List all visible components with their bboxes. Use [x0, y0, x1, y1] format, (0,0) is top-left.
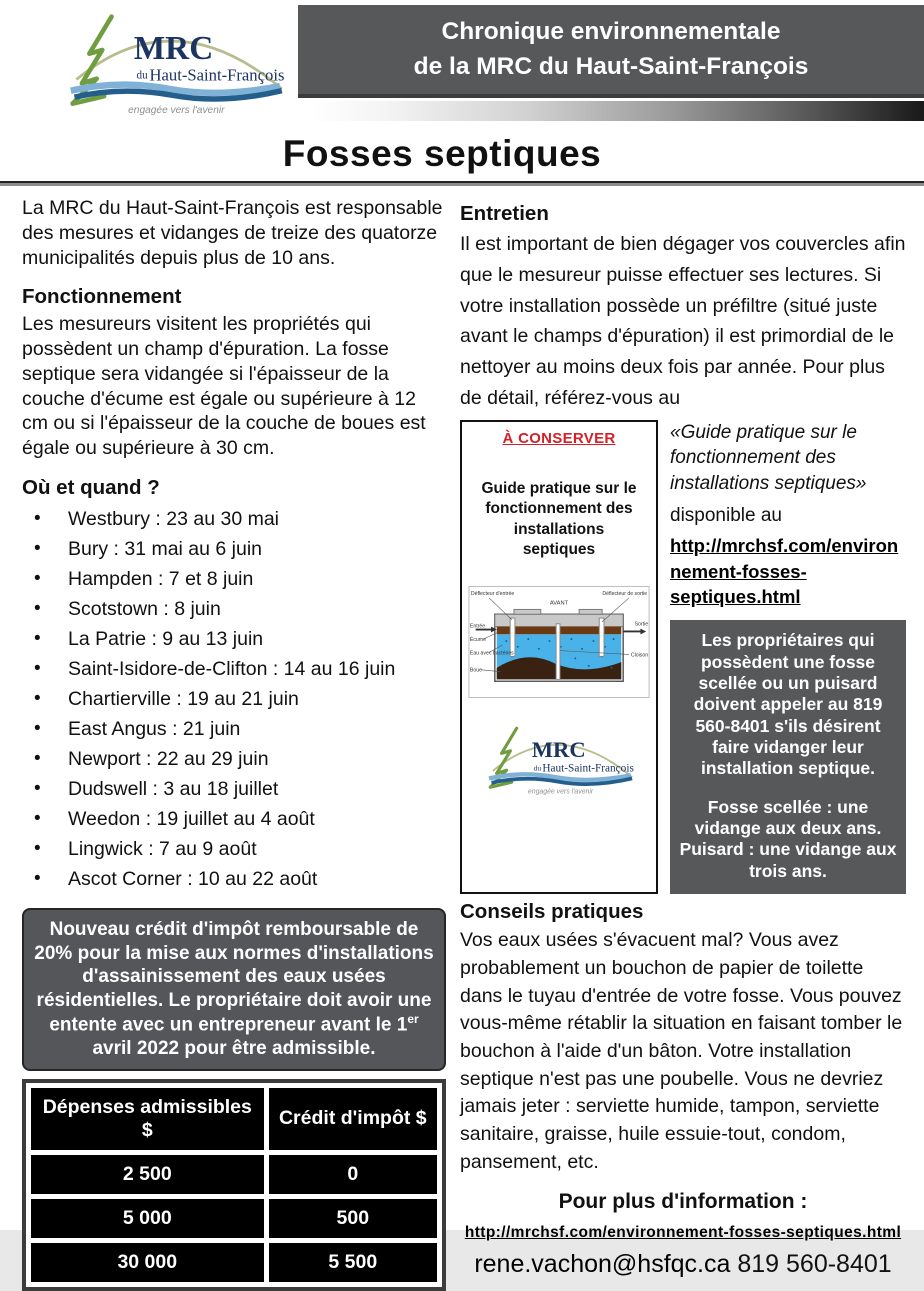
table-row — [31, 1199, 437, 1238]
table-cell: 30 000 — [31, 1243, 264, 1282]
list-item — [22, 684, 446, 714]
schedule-entry: Saint-Isidore-de-Clifton : 14 au 16 juin — [68, 657, 396, 680]
bullet-icon: • — [34, 657, 41, 679]
label-ecume: Écume — [469, 636, 486, 643]
intro-paragraph: La MRC du Haut-Saint-François est responsable des mesures et vidanges de treize des quatorze municipalités depuis plus de 10 ans. — [22, 197, 443, 269]
schedule-entry: Ascot Corner : 10 au 22 août — [68, 867, 318, 890]
credit-text-end: avril 2022 pour être admissible. — [92, 1038, 376, 1060]
schedule-entry: La Patrie : 9 au 13 juin — [68, 627, 264, 650]
mrc-logo-small-icon — [479, 721, 639, 797]
info-footer — [460, 1190, 906, 1279]
email-link[interactable]: rene.vachon@hsfqc.ca — [474, 1250, 731, 1279]
list-item — [22, 504, 446, 534]
credit-text: Nouveau crédit d'impôt remboursable de 20% pour la mise aux normes d'installations d'assainissement des eaux usées résidentielles. Le propriétaire doit avoir une entente avec un entrepreneur avant le 1 — [34, 918, 434, 1036]
gray-box-paragraph: Fosse scellée : une vidange aux deux ans. Puisard : une vidange aux trois ans. — [679, 796, 897, 881]
guide-row — [460, 420, 906, 894]
header — [0, 4, 924, 121]
list-item — [22, 774, 446, 804]
logo-du: du — [136, 69, 148, 82]
schedule-entry: Hampden : 7 et 8 juin — [68, 567, 254, 590]
list-item — [22, 714, 446, 744]
schedule-entry: Chartierville : 19 au 21 juin — [68, 687, 299, 710]
table-header-depenses: Dépenses admissibles $ — [31, 1088, 264, 1150]
schedule-entry: Scotstown : 8 juin — [68, 597, 221, 620]
schedule-entry: Westbury : 23 au 30 mai — [68, 507, 279, 530]
conseils-paragraph: Vos eaux usées s'évacuent mal? Vous avez probablement un bouchon de papier de toilette dans le tuyau d'entrée de votre fosse. Vous pouvez vous-même rétablir la situation en faisant tomber le bouchon à l'aide d'un bâton. Votre installation septique n'est pas une poubelle. Vous ne devriez jamais jeter : serviette humide, tampon, serviette sanitaire, graisse, huile essuie-tout, condom, pansement, etc. — [460, 929, 903, 1173]
list-item — [22, 564, 446, 594]
bullet-icon: • — [34, 717, 41, 739]
banner-line1: Chronique environnementale — [441, 17, 781, 45]
logo-du: du — [533, 762, 542, 772]
banner-column — [298, 4, 924, 121]
heading-conseils: Conseils pratiques — [460, 900, 644, 924]
label-boue: Boue — [469, 667, 482, 674]
table-cell: 500 — [269, 1199, 437, 1238]
access-port-left — [514, 609, 541, 614]
list-item — [22, 534, 446, 564]
right-column — [460, 196, 906, 1291]
table-header-credit: Crédit d'impôt $ — [269, 1088, 437, 1150]
heading-ou-et-quand: Où et quand ? — [22, 475, 160, 499]
mrc-logo-icon — [56, 6, 292, 118]
entretien-paragraph: Il est important de bien dégager vos couvercles afin que le mesureur puisse effectuer ses lectures. Si votre installation possède un préfiltre (situé juste avant le champs d'épuration) il est primordial de le nettoyer au moins deux fois par année. Pour plus de détail, référez-vous au — [460, 233, 906, 409]
info-contact — [460, 1250, 906, 1279]
table-row — [31, 1155, 437, 1194]
phone-number: 819 560-8401 — [737, 1250, 892, 1279]
schedule-entry: Newport : 22 au 29 juin — [68, 747, 269, 770]
table-cell: 0 — [269, 1155, 437, 1194]
bullet-icon: • — [34, 837, 41, 859]
schedule-entry: Lingwick : 7 au 9 août — [68, 837, 257, 860]
bullet-icon: • — [34, 867, 41, 889]
schedule-entry: Dudswell : 3 au 18 juillet — [68, 777, 279, 800]
partition — [556, 623, 560, 679]
fosse-scellee-box — [670, 620, 906, 894]
schedule-entry: East Angus : 21 juin — [68, 717, 241, 740]
guide-quote: «Guide pratique sur le fonctionnement des installations septiques» — [670, 421, 867, 495]
septic-tank-diagram — [468, 585, 650, 699]
list-item — [22, 744, 446, 774]
list-item — [22, 654, 446, 684]
info-title: Pour plus d'information : — [558, 1190, 808, 1214]
info-url-link[interactable]: http://mrchsf.com/environnement-fosses-septiques.html — [464, 1224, 902, 1242]
bullet-icon: • — [34, 567, 41, 589]
credit-sup: er — [407, 1012, 419, 1027]
list-item — [22, 594, 446, 624]
logo-name: Haut-Saint-François — [149, 65, 285, 85]
bullet-icon: • — [34, 687, 41, 709]
left-column — [22, 196, 446, 1291]
logo-tagline: engagée vers l'avenir — [128, 104, 225, 116]
label-cloison: Cloison — [630, 651, 649, 658]
guide-title: Guide pratique sur le fonctionnement des installations septiques — [481, 479, 637, 559]
logo-acronym: MRC — [531, 736, 586, 762]
table-cell: 5 500 — [269, 1243, 437, 1282]
gray-box-paragraph: Les propriétaires qui possèdent une fosse scellée ou un puisard doivent appeler au 819 560-8401 s'ils désirent faire vidanger leur installation septique. — [693, 630, 883, 779]
schedule-entry: Bury : 31 mai au 6 juin — [68, 537, 263, 560]
label-eau-bacteries: Eau avec bactéries — [469, 650, 514, 657]
outlet-baffle — [599, 618, 604, 656]
logo-acronym: MRC — [133, 30, 214, 68]
schedule-entry: Weedon : 19 juillet au 4 août — [68, 807, 315, 830]
conserver-box — [460, 420, 658, 894]
table-header-row — [31, 1088, 437, 1150]
disponible-text: disponible au — [670, 504, 782, 526]
heading-fonctionnement: Fonctionnement — [22, 285, 182, 309]
content-columns — [0, 186, 924, 1291]
list-item — [22, 834, 446, 864]
fonctionnement-paragraph: Les mesureurs visitent les propriétés qui possèdent un champ d'épuration. La fosse septique sera vidangée si l'épaisseur de la couche d'écume est égale ou supérieure à 12 cm ou si l'épaisseur de la couche de boues est égale ou supérieure à 30 cm. — [22, 313, 426, 459]
bullet-icon: • — [34, 627, 41, 649]
list-item — [22, 804, 446, 834]
table-cell: 5 000 — [31, 1199, 264, 1238]
logo-tagline: engagée vers l'avenir — [527, 788, 594, 796]
bullet-icon: • — [34, 747, 41, 769]
page-title: Fosses septiques — [282, 133, 602, 174]
access-port-right — [579, 609, 602, 614]
banner-line2: de la MRC du Haut-Saint-François — [413, 52, 809, 80]
list-item — [22, 864, 446, 894]
table-row — [31, 1243, 437, 1282]
guide-link[interactable]: http://mrchsf.com/environnement-fosses-septiques.html — [670, 534, 899, 608]
label-deflecteur-entree: Déflecteur d'entrée — [470, 590, 515, 597]
guide-side-stack — [670, 420, 906, 894]
label-deflecteur-sortie: Déflecteur de sortie — [602, 590, 648, 597]
credit-table — [22, 1079, 446, 1291]
heading-entretien: Entretien — [460, 202, 549, 225]
bullet-icon: • — [34, 597, 41, 619]
mrc-logo — [0, 4, 298, 121]
label-avant: AVANT — [549, 600, 569, 607]
bullet-icon: • — [34, 777, 41, 799]
bullet-icon: • — [34, 507, 41, 529]
schedule-list — [22, 504, 446, 894]
bullet-icon: • — [34, 807, 41, 829]
credit-impot-box — [22, 908, 446, 1071]
logo-name: Haut-Saint-François — [542, 762, 634, 775]
banner — [298, 5, 924, 98]
conserver-label: À CONSERVER — [502, 429, 616, 447]
list-item — [22, 624, 446, 654]
label-entree: Entrée — [469, 623, 486, 630]
label-sortie: Sortie — [634, 621, 649, 628]
bullet-icon: • — [34, 537, 41, 559]
table-cell: 2 500 — [31, 1155, 264, 1194]
gradient-bar — [311, 101, 924, 121]
